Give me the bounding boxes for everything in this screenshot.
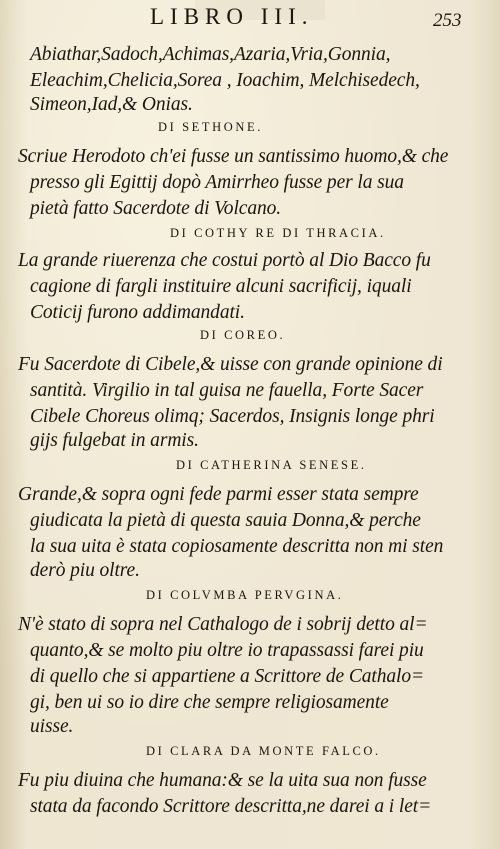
text-line: Coticij furono addimandati. — [30, 302, 245, 323]
text-line: N'è stato di sopra nel Cathalogo de i sobrij detto al= — [18, 614, 428, 635]
page-number: 253 — [433, 10, 462, 31]
text-line: cagione di fargli instituire alcuni sacrificij, iquali — [30, 276, 412, 297]
text-line: gijs fulgebat in armis. — [30, 430, 199, 451]
text-line: Fu piu diuina che humana:& se la uita sua non fusse — [18, 770, 427, 791]
text-line: stata da facondo Scrittore descritta,ne darei a i let= — [30, 796, 432, 817]
text-line: Cibele Choreus olimq; Sacerdos, Insignis longe phri — [30, 406, 435, 427]
text-line: uisse. — [30, 716, 74, 737]
section-heading: DI CLARA DA MONTE FALCO. — [146, 744, 381, 758]
text-line: presso gli Egittij dopò Amirrheo fusse per la sua — [30, 172, 404, 193]
text-line: Scriue Herodoto ch'ei fusse un santissimo huomo,& che — [18, 146, 449, 167]
text-line: La grande riuerenza che costui portò al Dio Bacco fu — [18, 250, 431, 271]
text-line: Fu Sacerdote di Cibele,& uisse con grande opinione di — [18, 354, 443, 375]
text-line: derò piu oltre. — [30, 560, 140, 581]
section-heading: DI CATHERINA SENESE. — [176, 458, 367, 472]
text-line: pietà fatto Sacerdote di Volcano. — [30, 198, 282, 219]
text-line: la sua uita è stata copiosamente descritta non mi sten — [30, 536, 444, 557]
page-header — [0, 4, 500, 36]
text-line: Eleachim,Chelicia,Sorea , Ioachim, Melchisedech, — [30, 70, 420, 91]
text-line: quanto,& se molto piu oltre io trapassassi farei piu — [30, 640, 424, 661]
text-line: gi, ben ui so io dire che sempre religiosamente — [30, 692, 389, 713]
section-heading: DI COTHY RE DI THRACIA. — [170, 226, 386, 240]
text-line: Simeon,Iad,& Onias. — [30, 94, 193, 115]
section-heading: DI SETHONE. — [158, 120, 263, 134]
text-line: di quello che si appartiene a Scrittore de Cathalo= — [30, 666, 425, 687]
section-heading: DI COLVMBA PERVGINA. — [146, 588, 344, 602]
text-line: santità. Virgilio in tal guisa ne fauella, Forte Sacer — [30, 380, 424, 401]
text-line: Grande,& sopra ogni fede parmi esser stata sempre — [18, 484, 419, 505]
section-heading: DI COREO. — [200, 328, 286, 342]
running-title: LIBRO III. — [150, 4, 314, 29]
text-line: giudicata la pietà di questa sauia Donna,& perche — [30, 510, 421, 531]
text-line: Abiathar,Sadoch,Achimas,Azaria,Vria,Gonnia, — [30, 44, 391, 65]
